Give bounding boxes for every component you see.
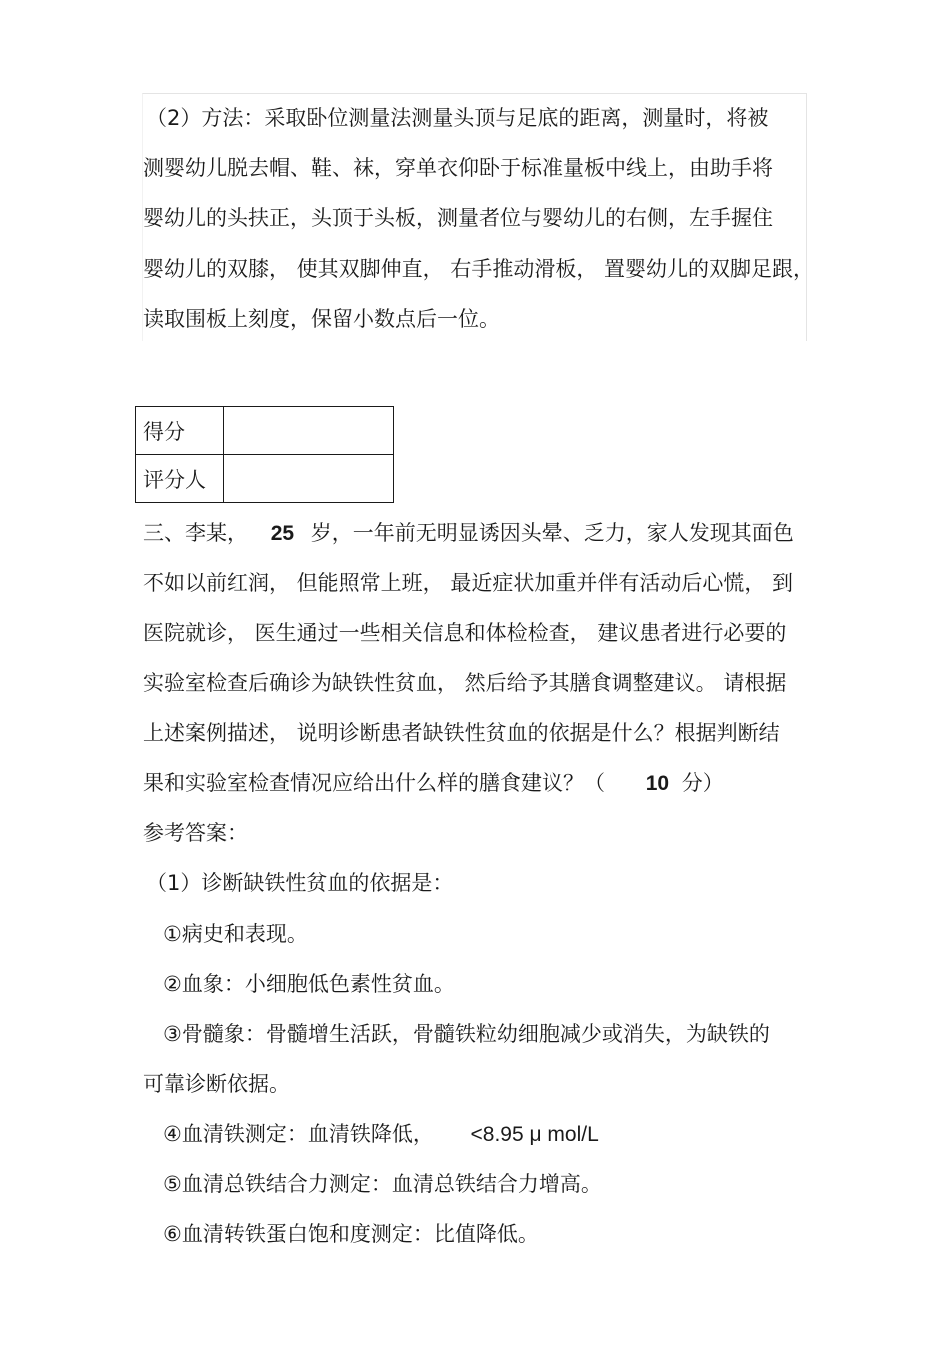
answer-item-5: ⑤血清总铁结合力测定：血清总铁结合力增高。 [163,1172,602,1196]
score-row [136,407,394,455]
grader-value-cell[interactable] [224,455,394,503]
answer-subheading: （1）诊断缺铁性贫血的依据是： [146,871,454,895]
method-line-2: 测婴幼儿脱去帽、鞋、袜，穿单衣仰卧于标准量板中线上，由助手将 [143,156,773,180]
grader-row [136,455,394,503]
score-table [135,406,394,503]
answer-item-4-text: ④血清铁测定：血清铁降低， [163,1122,434,1146]
patient-age: 25 [270,522,295,545]
answer-heading: 参考答案： [143,821,248,845]
question-line-1 [143,518,794,548]
question-symptoms: 岁，一年前无明显诱因头晕、乏力，家人发现其面色 [310,521,794,545]
answer-item-3-line-2: 可靠诊断依据。 [143,1072,290,1096]
grader-label: 评分人 [136,455,224,503]
method-line-3: 婴幼儿的头扶正，头顶于头板，测量者位与婴幼儿的右侧，左手握住 [143,206,773,230]
question-intro: 三、李某， [143,521,248,545]
answer-item-3-line-1: ③骨髓象：骨髓增生活跃，骨髓铁粒幼细胞减少或消失，为缺铁的 [163,1022,770,1046]
question-prompt: 果和实验室检查情况应给出什么样的膳食建议？（ [143,771,605,795]
question-line-4: 实验室检查后确诊为缺铁性贫血， 然后给予其膳食调整建议。 请根据 [143,671,787,695]
answer-item-2: ②血象：小细胞低色素性贫血。 [163,972,455,996]
question-line-3: 医院就诊， 医生通过一些相关信息和体检检查， 建议患者进行必要的 [143,621,787,645]
question-line-2: 不如以前红润， 但能照常上班， 最近症状加重并伴有活动后心慌， 到 [143,571,794,595]
question-points-unit: 分） [681,771,724,795]
answer-item-4 [163,1119,599,1149]
question-line-6 [143,768,724,798]
score-value-cell[interactable] [224,407,394,455]
method-line-1: （2）方法：采取卧位测量法测量头顶与足底的距离，测量时，将被 [146,106,769,130]
serum-iron-threshold: <8.95 μ mol/L [470,1123,599,1146]
method-line-4: 婴幼儿的双膝， 使其双脚伸直， 右手推动滑板， 置婴幼儿的双脚足跟， [143,257,815,281]
method-line-5: 读取围板上刻度，保留小数点后一位。 [143,307,500,331]
question-line-5: 上述案例描述， 说明诊断患者缺铁性贫血的依据是什么？根据判断结 [143,721,780,745]
score-label: 得分 [136,407,224,455]
answer-item-1: ①病史和表现。 [163,922,308,946]
answer-item-6: ⑥血清转铁蛋白饱和度测定：比值降低。 [163,1222,539,1246]
question-points: 10 [645,772,670,795]
